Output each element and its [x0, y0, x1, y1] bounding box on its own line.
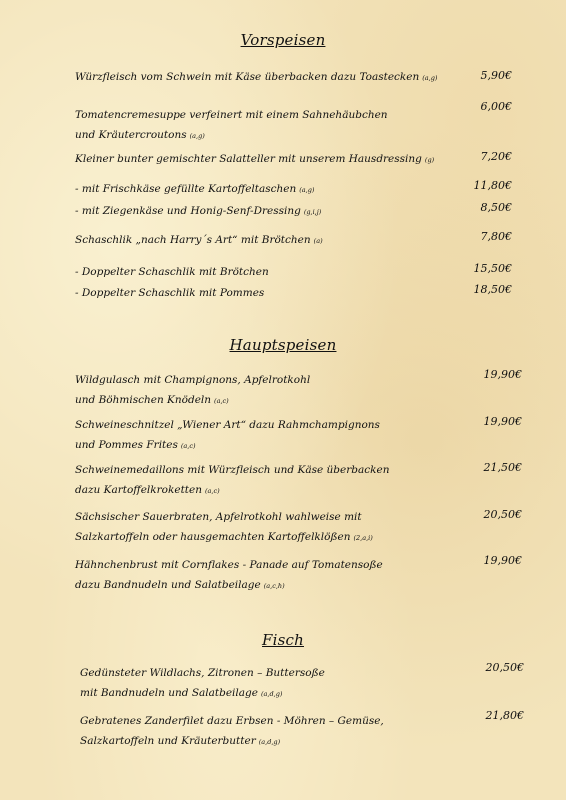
item-description: [75, 201, 321, 222]
item-price: 20,50€: [483, 508, 522, 521]
item-price: 15,50€: [473, 262, 512, 275]
item-text: Gedünsteter Wildlachs, Zitronen – Buttersoße: [80, 667, 325, 679]
item-description: [75, 179, 314, 200]
item-price: 18,50€: [473, 283, 512, 296]
item-text: Schweinemedaillons mit Würzfleisch und Käse überbacken: [75, 464, 390, 476]
item-text: dazu Bandnudeln und Salatbeilage: [75, 579, 261, 591]
item-description: [75, 105, 388, 146]
item-allergens: (a,g): [299, 186, 315, 194]
item-description: [75, 149, 434, 170]
item-price: 8,50€: [480, 201, 512, 214]
item-allergens: (a,g): [422, 74, 438, 82]
item-allergens: (a,c,h): [263, 582, 285, 590]
section-heading-vorspeisen: Vorspeisen: [240, 31, 326, 49]
item-allergens: (a): [313, 237, 323, 245]
item-text: Schaschlik „nach Harry´s Art“ mit Brötchen: [75, 234, 311, 246]
item-allergens: (a,c): [204, 487, 220, 495]
item-price: 19,90€: [483, 368, 522, 381]
item-price: 11,80€: [473, 179, 512, 192]
item-price: 21,50€: [483, 461, 522, 474]
item-text: Hähnchenbrust mit Cornflakes - Panade auf Tomatensoße: [75, 559, 383, 571]
item-description: [75, 507, 373, 548]
item-text: - Doppelter Schaschlik mit Brötchen: [75, 266, 269, 278]
item-text: mit Bandnudeln und Salatbeilage: [80, 687, 258, 699]
item-text: und Pommes Frites: [75, 439, 178, 451]
item-text: Wildgulasch mit Champignons, Apfelrotkohl: [75, 374, 311, 386]
item-allergens: (g): [424, 156, 435, 164]
item-allergens: (a,c): [180, 442, 196, 450]
item-price: 7,20€: [480, 150, 512, 163]
item-description: [75, 555, 383, 596]
item-description: [75, 460, 389, 501]
item-description: [75, 415, 380, 456]
item-text: - mit Ziegenkäse und Honig-Senf-Dressing: [75, 205, 301, 217]
item-allergens: (a,g): [189, 132, 205, 140]
item-price: 6,00€: [480, 100, 512, 113]
item-text: Kleiner bunter gemischter Salatteller mit unserem Hausdressing: [75, 153, 422, 165]
item-text: Salzkartoffeln oder hausgemachten Kartoffelklößen: [75, 531, 351, 543]
item-text: Würzfleisch vom Schwein mit Käse überbacken dazu Toastecken: [75, 71, 420, 83]
item-text: Schweineschnitzel „Wiener Art“ dazu Rahmchampignons: [75, 419, 380, 431]
item-description: [80, 711, 384, 752]
item-text: - Doppelter Schaschlik mit Pommes: [75, 287, 265, 299]
item-description: [75, 230, 323, 251]
item-text: Sächsischer Sauerbraten, Apfelrotkohl wahlweise mit: [75, 511, 362, 523]
item-text: - mit Frischkäse gefüllte Kartoffeltaschen: [75, 183, 297, 195]
section-heading-hauptspeisen: Hauptspeisen: [229, 336, 337, 354]
item-price: 20,50€: [485, 661, 524, 674]
item-allergens: (a,d,g): [260, 690, 283, 698]
item-description: [75, 370, 310, 411]
item-allergens: (g,i,j): [303, 208, 322, 216]
item-text: Salzkartoffeln und Kräuterbutter: [80, 735, 256, 747]
item-text: Tomatencremesuppe verfeinert mit einem Sahnehäubchen: [75, 109, 388, 121]
item-description: [75, 67, 437, 88]
item-description: [80, 663, 325, 704]
item-text: Gebratenes Zanderfilet dazu Erbsen - Möhren – Gemüse,: [80, 715, 384, 727]
item-price: 5,90€: [480, 69, 512, 82]
item-description: [75, 262, 269, 282]
item-text: dazu Kartoffelkroketten: [75, 484, 202, 496]
item-price: 19,90€: [483, 415, 522, 428]
section-heading-fisch: Fisch: [262, 631, 304, 649]
item-price: 19,90€: [483, 554, 522, 567]
item-allergens: (a,c): [214, 397, 229, 405]
item-text: und Kräutercroutons: [75, 129, 187, 141]
item-price: 21,80€: [485, 709, 524, 722]
item-text: und Böhmischen Knödeln: [75, 394, 212, 406]
item-price: 7,80€: [480, 230, 512, 243]
item-allergens: (a,d,g): [258, 738, 281, 746]
item-description: [75, 283, 264, 303]
item-allergens: (2,a,i): [353, 534, 373, 542]
